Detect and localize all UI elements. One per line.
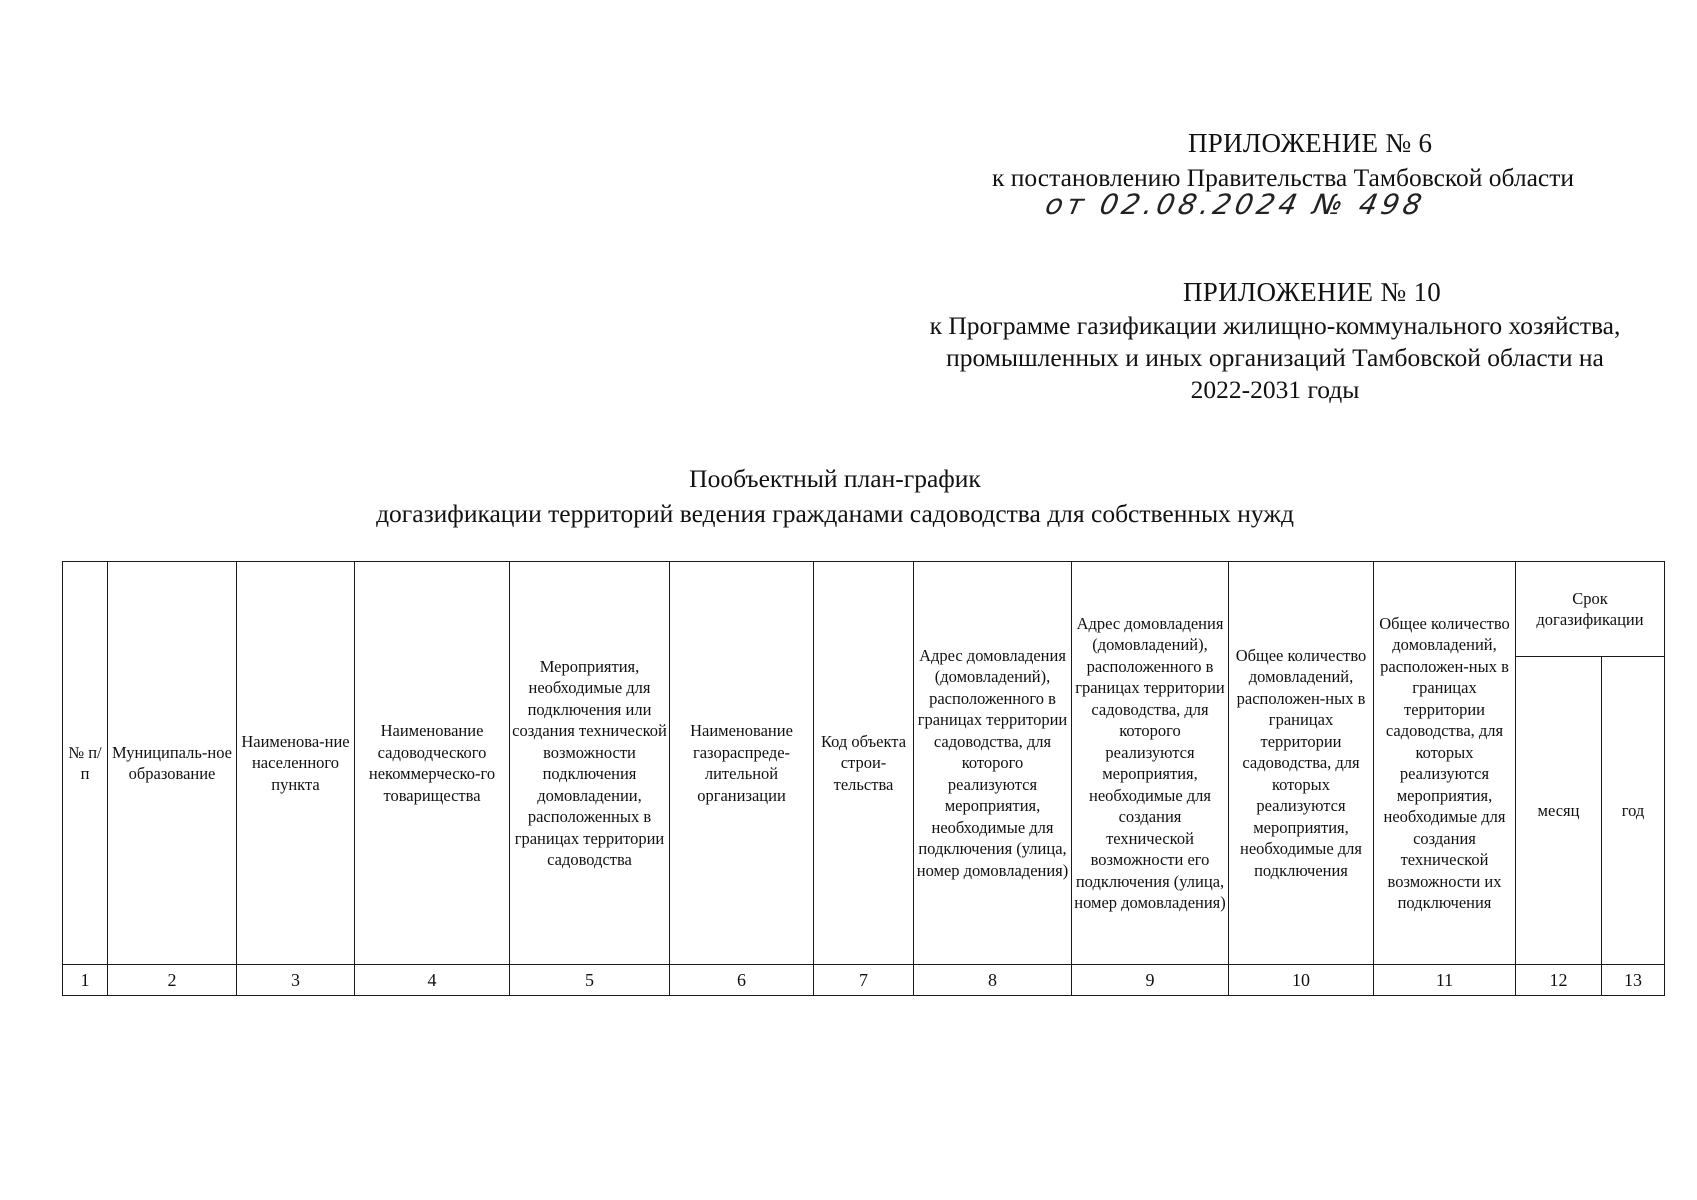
- appendix-6-subtitle: к постановлению Правительства Тамбовской области: [992, 163, 1575, 192]
- document-title: [0, 461, 1697, 531]
- appendix-10-subtitle-line: к Программе газификации жилищно-коммунального хозяйства,: [929, 311, 1621, 340]
- column-number-cell: 6: [670, 965, 814, 996]
- header-cell-measures: Мероприятия, необходимые для подключения или создания технической возможности подключения домовладении, расположенных в границах территории садоводства: [510, 562, 670, 965]
- document-title-line2: догазификации территорий ведения гражданами садоводства для собственных нужд: [376, 499, 1294, 528]
- header-cell-count-capacity: Общее количество домовладений, расположен-ных в границах территории садоводства, для которых реализуются мероприятия, необходимые для создания технической возможности их подключения: [1374, 562, 1516, 965]
- column-number-cell: 2: [108, 965, 237, 996]
- header-cell-address-capacity: Адрес домовладения (домовладений), расположенного в границах территории садоводства, для которого реализуются мероприятия, необходимые для создания технической возможности его подключения (улица, номер домовладения): [1072, 562, 1229, 965]
- header-cell-partnership: Наименование садоводческого некоммерческо-го товарищества: [355, 562, 510, 965]
- column-number-cell: 13: [1602, 965, 1665, 996]
- header-cell-deadline: Срок догазификации: [1516, 562, 1665, 657]
- column-number-cell: 10: [1229, 965, 1374, 996]
- header-cell-month: месяц: [1516, 657, 1602, 965]
- column-number-cell: 8: [914, 965, 1072, 996]
- header-cell-object-code: Код объекта строи-тельства: [814, 562, 914, 965]
- column-number-cell: 7: [814, 965, 914, 996]
- appendix-10-subtitle-line: промышленных и иных организаций Тамбовской области на: [946, 343, 1604, 372]
- header-cell-count-connection: Общее количество домовладений, расположен-ных в границах территории садоводства, для которых реализуются мероприятия, необходимые для подключения: [1229, 562, 1374, 965]
- header-cell-address-connection: Адрес домовладения (домовладений), расположенного в границах территории садоводства, для которого реализуются мероприятия, необходимые для подключения (улица, номер домовладения): [914, 562, 1072, 965]
- appendix-10-heading: ПРИЛОЖЕНИЕ № 10: [1183, 277, 1442, 307]
- appendix-10-subtitle: [870, 310, 1680, 406]
- column-number-cell: 12: [1516, 965, 1602, 996]
- column-number-cell: 5: [510, 965, 670, 996]
- column-number-cell: 11: [1374, 965, 1516, 996]
- column-number-cell: 4: [355, 965, 510, 996]
- header-cell-year: год: [1602, 657, 1665, 965]
- header-cell-gas-organization: Наименование газораспреде-лительной организации: [670, 562, 814, 965]
- column-number-cell: 3: [237, 965, 355, 996]
- table-header-row: [63, 562, 1665, 657]
- plan-schedule-table: [62, 561, 1665, 996]
- handwritten-date-number: от 02.08.2024 № 498: [1042, 188, 1429, 221]
- document-title-line1: Пообъектный план-график: [689, 464, 981, 493]
- header-cell-settlement: Наименова-ние населенного пункта: [237, 562, 355, 965]
- appendix-10-subtitle-line: 2022-2031 годы: [1190, 375, 1360, 404]
- appendix-6-heading: ПРИЛОЖЕНИЕ № 6: [1188, 128, 1433, 158]
- column-number-cell: 1: [63, 965, 108, 996]
- header-cell-municipality: Муниципаль-ное образование: [108, 562, 237, 965]
- header-cell-number: № п/п: [63, 562, 108, 965]
- column-number-row: [63, 965, 1665, 996]
- column-number-cell: 9: [1072, 965, 1229, 996]
